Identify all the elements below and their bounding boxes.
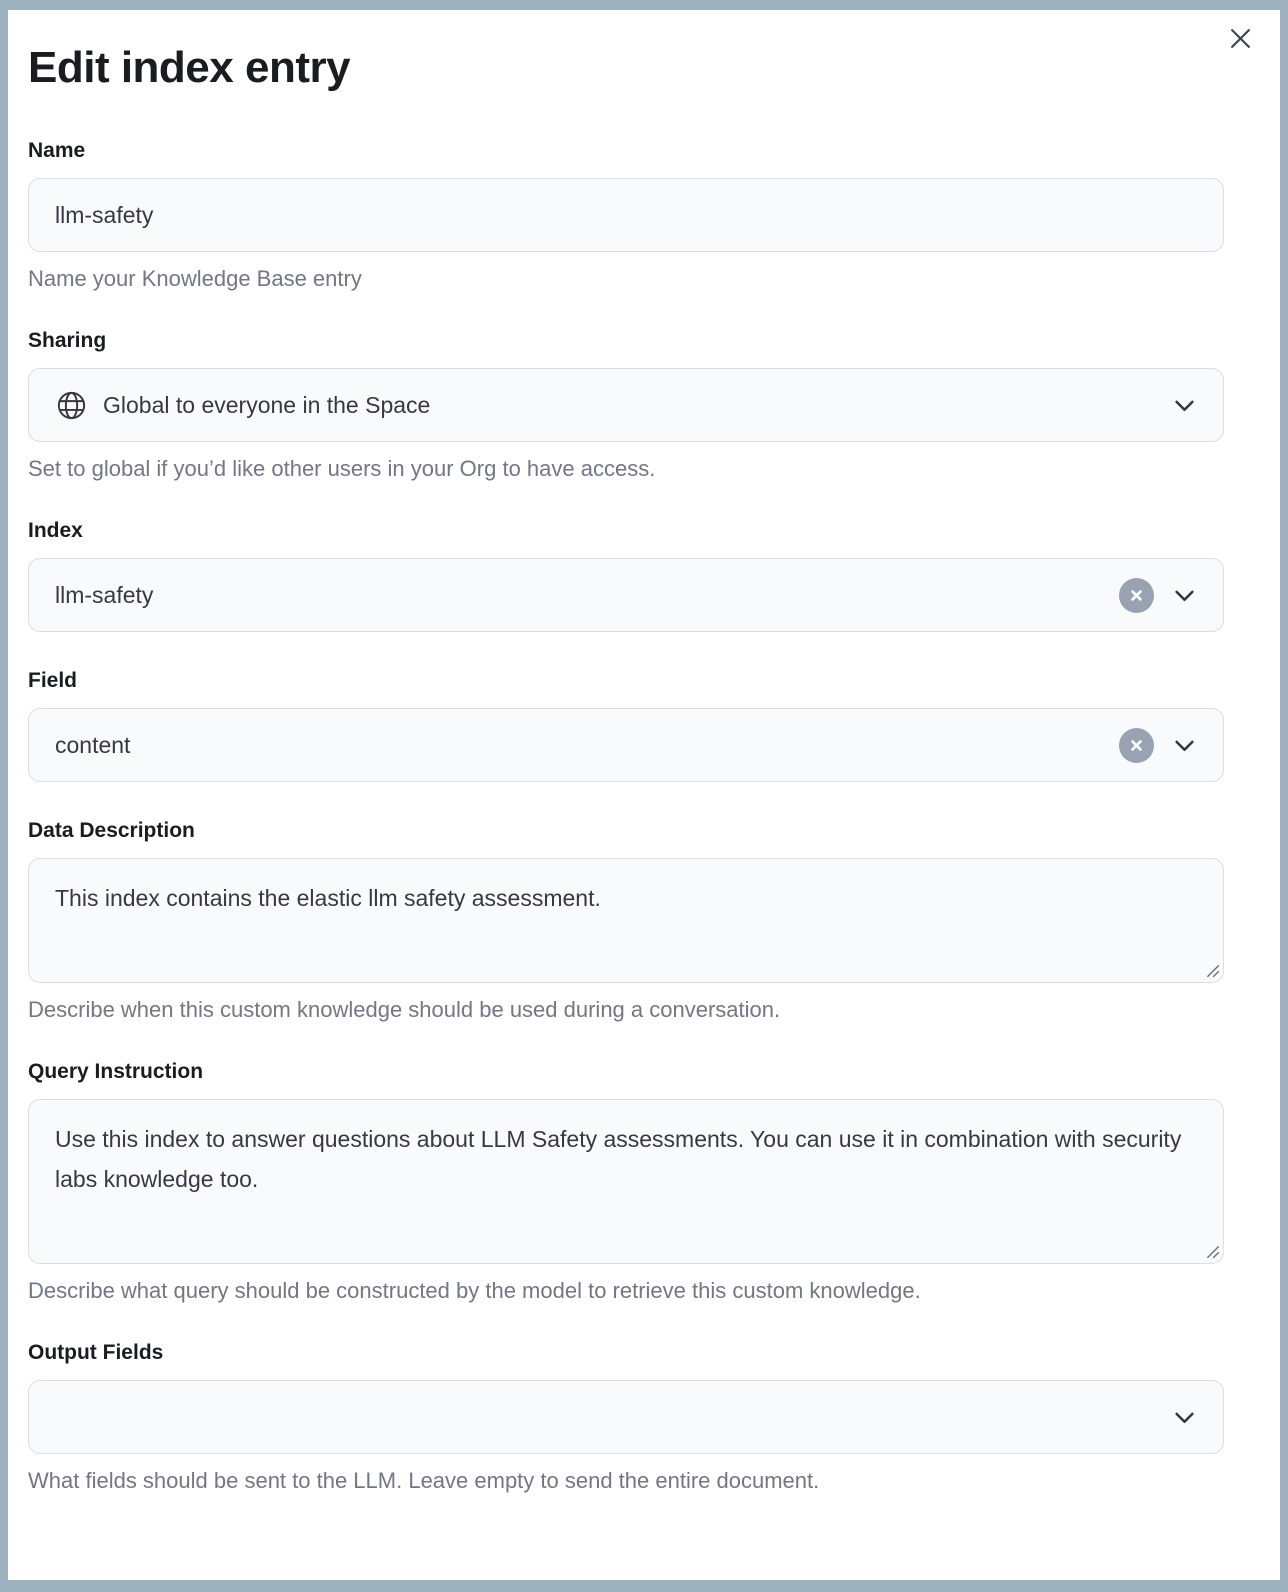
name-help-text: Name your Knowledge Base entry <box>28 266 362 291</box>
data-description-label: Data Description <box>28 819 195 842</box>
chevron-down-icon <box>1170 391 1199 420</box>
query-instruction-textarea[interactable] <box>28 1099 1224 1264</box>
index-label: Index <box>28 519 83 542</box>
close-icon <box>1225 23 1256 54</box>
form-row-output-fields <box>28 1340 1224 1494</box>
chevron-down-icon <box>1170 1403 1199 1432</box>
query-instruction-help-text: Describe what query should be constructed by the model to retrieve this custom knowledge. <box>28 1278 921 1303</box>
form-row-sharing <box>28 328 1224 482</box>
clear-icon <box>1127 736 1146 755</box>
close-button[interactable] <box>1222 20 1258 56</box>
index-selected-value: llm-safety <box>55 581 154 608</box>
globe-icon <box>55 389 88 422</box>
data-description-textarea[interactable] <box>28 858 1224 983</box>
data-description-help-text: Describe when this custom knowledge should be used during a conversation. <box>28 997 781 1022</box>
output-fields-combobox[interactable] <box>28 1380 1224 1454</box>
output-fields-help-text: What fields should be sent to the LLM. Leave empty to send the entire document. <box>28 1468 820 1493</box>
output-fields-label: Output Fields <box>28 1341 164 1364</box>
edit-index-entry-flyout <box>8 10 1280 1580</box>
clear-icon <box>1127 586 1146 605</box>
field-clear-button[interactable] <box>1119 728 1154 763</box>
sharing-help-text: Set to global if you’d like other users in your Org to have access. <box>28 456 656 481</box>
form-row-query-instruction <box>28 1059 1224 1304</box>
field-selected-value: content <box>55 731 131 758</box>
name-input[interactable] <box>28 178 1224 252</box>
index-clear-button[interactable] <box>1119 578 1154 613</box>
chevron-down-icon <box>1170 581 1199 610</box>
form-row-field <box>28 668 1224 782</box>
index-combobox[interactable] <box>28 558 1224 632</box>
field-combobox[interactable] <box>28 708 1224 782</box>
field-label: Field <box>28 669 78 692</box>
resize-handle-icon[interactable] <box>1203 1242 1220 1259</box>
sharing-selected-value: Global to everyone in the Space <box>103 391 431 418</box>
name-label: Name <box>28 139 86 162</box>
sharing-select[interactable] <box>28 368 1224 442</box>
sharing-label: Sharing <box>28 329 107 352</box>
query-instruction-label: Query Instruction <box>28 1060 204 1083</box>
form-row-name <box>28 138 1224 292</box>
chevron-down-icon <box>1170 731 1199 760</box>
form-row-index <box>28 518 1224 632</box>
resize-handle-icon[interactable] <box>1203 961 1220 978</box>
flyout-title: Edit index entry <box>28 43 351 92</box>
form-row-data-description <box>28 818 1224 1023</box>
